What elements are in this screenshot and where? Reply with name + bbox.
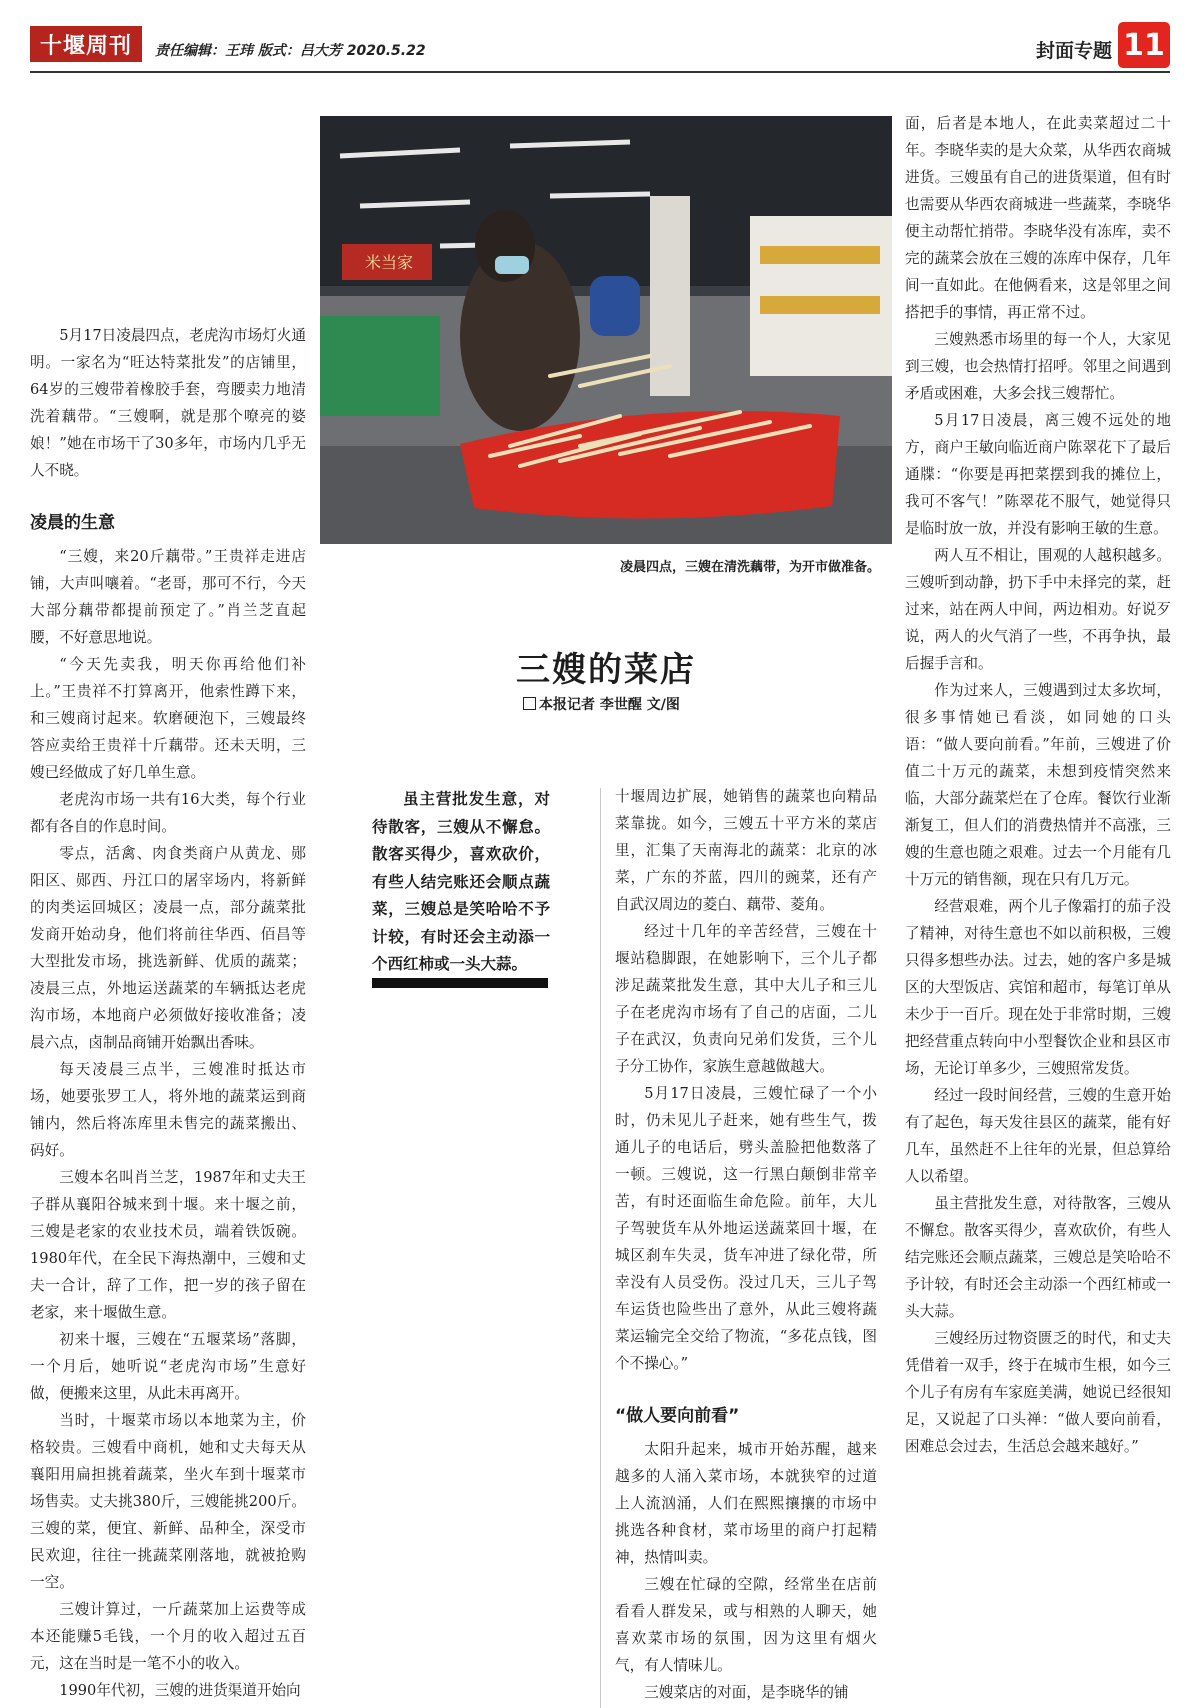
column-2 [615,783,877,1706]
market-scene-illustration [320,116,892,544]
body-paragraph: 经过十几年的辛苦经营，三嫂在十堰站稳脚跟，在她影响下，三个儿子都涉足蔬菜批发生意，其中大儿子和三儿子在老虎沟市场有了自己的店面，二儿子在武汉，负责向兄弟们发货，三个儿子分工协作，家族生意越做越大。 [615,923,877,1075]
body-paragraph: 5月17日凌晨，离三嫂不远处的地方，商户王敏向临近商户陈翠花下了最后通牒：“你要是再把菜摆到我的摊位上，我可不客气！”陈翠花不服气，她觉得只是临时放一放，并没有影响王敏的生意。 [905,412,1171,537]
body-paragraph: 5月17日凌晨，三嫂忙碌了一个小时，仍未见儿子赶来，她有些生气，拨通儿子的电话后，劈头盖脸把他数落了一顿。三嫂说，这一行黑白颠倒非常辛苦，有时还面临生命危险。前年，大儿子驾驶货车从外地运送蔬菜回十堰，在城区刹车失灵，货车冲进了绿化带，所幸没有人员受伤。没过几天，三儿子驾车运货也险些出了意外，从此三嫂将蔬菜运输完全交给了物流，“多花点钱，图个不操心。” [615,1085,877,1372]
article-byline [523,694,680,714]
body-paragraph: 面，后者是本地人，在此卖菜超过二十年。李晓华卖的是大众菜，从华西农商城进货。三嫂虽有自己的进货渠道，但有时也需要从华西农商城进一些蔬菜，李晓华便主动帮忙捎带。李晓华没有冻库，卖不完的蔬菜会放在三嫂的冻库中保存，几年间一直如此。在他俩看来，这是邻里之间搭把手的事情，再正常不过。 [905,115,1171,321]
intro-paragraph: 5月17日凌晨四点，老虎沟市场灯火通明。一家名为“旺达特菜批发”的店铺里，64岁的三嫂带着橡胶手套，弯腰卖力地清洗着藕带。“三嫂啊，就是那个嘹亮的婆娘！”她在市场干了30多年，市场内几乎无人不晓。 [30,327,306,479]
body-paragraph: “三嫂，来20斤藕带。”王贵祥走进店铺，大声叫嚷着。“老哥，那可不行，今天大部分藕带都提前预定了。”肖兰芝直起腰，不好意思地说。 [30,548,306,646]
body-paragraph: “今天先卖我，明天你再给他们补上。”王贵祥不打算离开，他索性蹲下来，和三嫂商讨起来。软磨硬泡下，三嫂最终答应卖给王贵祥十斤藕带。还未天明，三嫂已经做成了好几单生意。 [30,656,306,781]
body-paragraph: 三嫂本名叫肖兰芝，1987年和丈夫王子群从襄阳谷城来到十堰。来十堰之前，三嫂是老家的农业技术员，端着铁饭碗。1980年代，在全民下海热潮中，三嫂和丈夫一合计，辞了工作，把一岁的孩子留在老家，来十堰做生意。 [30,1169,306,1321]
body-paragraph: 经过一段时间经营，三嫂的生意开始有了起色，每天发往县区的蔬菜，能有好几车，虽然赶不上往年的光景，但总算给人以希望。 [905,1087,1171,1185]
body-paragraph: 太阳升起来，城市开始苏醒，越来越多的人涌入菜市场，本就狭窄的过道上人流汹涌，人们在熙熙攘攘的市场中挑选各种食材，菜市场里的商户打起精神，热情叫卖。 [615,1441,877,1566]
column-3 [905,110,1171,1460]
body-paragraph: 零点，活禽、肉食类商户从黄龙、郧阳区、郧西、丹江口的屠宰场内，将新鲜的肉类运回城区；凌晨一点，部分蔬菜批发商开始动身，他们将前往华西、佰昌等大型批发市场，挑选新鲜、优质的蔬菜；凌晨三点，外地运送蔬菜的车辆抵达老虎沟市场，本地商户必须做好接收准备；凌晨六点，卤制品商铺开始飘出香味。 [30,845,306,1051]
body-paragraph: 三嫂菜店的对面，是李晓华的铺 [644,1684,849,1701]
article-headline: 三嫂的菜店 [516,650,696,690]
body-paragraph: 1990年代初，三嫂的进货渠道开始向 [59,1682,301,1699]
editor-info: 责任编辑：王玮 版式：吕大芳 2020.5.22 [155,43,426,59]
pull-quote: 虽主营批发生意，对待散客，三嫂从不懈怠。散客买得少，喜欢砍价，有些人结完账还会顺点蔬菜，三嫂总是笑哈哈不予计较，有时还会主动添一个西红柿或一头大蒜。 [372,789,550,973]
body-paragraph: 三嫂经历过物资匮乏的时代，和丈夫凭借着一双手，终于在城市生根，如今三个儿子有房有车家庭美满，她说已经很知足，又说起了口头禅：“做人要向前看，困难总会过去，生活总会越来越好。” [905,1330,1171,1455]
body-paragraph: 三嫂在忙碌的空隙，经常坐在店前看看人群发呆，或与相熟的人聊天，她喜欢菜市场的氛围，因为这里有烟火气，有人情味儿。 [615,1576,877,1674]
newspaper-logo: 十堰周刊 [30,26,142,62]
column-1 [30,322,306,1704]
body-paragraph: 十堰周边扩展，她销售的蔬菜也向精品菜靠拢。如今，三嫂五十平方米的菜店里，汇集了天南海北的蔬菜：北京的冰菜，广东的芥蓝，四川的豌菜，还有产自武汉周边的菱白、藕带、菱角。 [615,788,877,913]
column-divider [600,788,601,1708]
section-title: 封面专题 [1035,40,1112,62]
body-paragraph: 每天凌晨三点半，三嫂准时抵达市场，她要张罗工人，将外地的蔬菜运到商铺内，然后将冻库里未售完的蔬菜搬出、码好。 [30,1061,306,1159]
section-heading: 凌晨的生意 [30,513,115,533]
body-paragraph: 两人互不相让，围观的人越积越多。三嫂听到动静，扔下手中未择完的菜，赶过来，站在两人中间，两边相劝。好说歹说，两人的火气消了一些，不再争执，最后握手言和。 [905,547,1171,672]
body-paragraph: 三嫂熟悉市场里的每一个人，大家见到三嫂，也会热情打招呼。邻里之间遇到矛盾或困难，大多会找三嫂帮忙。 [905,331,1171,402]
pull-quote-bar [372,978,548,988]
header-rule [30,71,1170,73]
body-paragraph: 三嫂计算过，一斤蔬菜加上运费等成本还能赚5毛钱，一个月的收入超过五百元，这在当时是一笔不小的收入。 [30,1601,306,1672]
body-paragraph: 经营艰难，两个儿子像霜打的茄子没了精神，对待生意也不如以前积极，三嫂只得多想些办法。过去，她的客户多是城区的大型饭店、宾馆和超市，每笔订单从未少于一百斤。现在处于非常时期，三嫂把经营重点转向中小型餐饮企业和县区市场，无论订单多少，三嫂照常发货。 [905,898,1171,1077]
body-paragraph: 作为过来人，三嫂遇到过太多坎坷，很多事情她已看淡，如同她的口头语：“做人要向前看。”年前，三嫂进了价值二十万元的蔬菜，未想到疫情突然来临，大部分蔬菜烂在了仓库。餐饮行业渐渐复工，但人们的消费热情并不高涨，三嫂的生意也随之艰难。过去一个月能有几十万元的销售额，现在只有几万元。 [905,682,1171,888]
body-paragraph: 老虎沟市场一共有16大类，每个行业都有各自的作息时间。 [30,791,306,835]
section-heading: “做人要向前看” [615,1406,740,1426]
byline-box-icon [523,697,536,710]
body-paragraph: 虽主营批发生意，对待散客，三嫂从不懈怠。散客买得少，喜欢砍价，有些人结完账还会顺点蔬菜，三嫂总是笑哈哈不予计较，有时还会主动添一个西红柿或一头大蒜。 [905,1195,1171,1320]
page-number: 11 [1118,22,1170,68]
page-header [30,18,1170,70]
article-photo [320,116,892,544]
body-paragraph: 初来十堰，三嫂在“五堰菜场”落脚，一个月后，她听说“老虎沟市场”生意好做，便搬来这里，从此未再离开。 [30,1331,306,1402]
body-paragraph: 当时，十堰菜市场以本地菜为主，价格较贵。三嫂看中商机，她和丈夫每天从襄阳用扁担挑着蔬菜，坐火车到十堰菜市场售卖。丈夫挑380斤，三嫂能挑200斤。三嫂的菜，便宜、新鲜、品种全，深受市民欢迎，往往一挑蔬菜刚落地，就被抢购一空。 [30,1412,306,1591]
byline-text: 本报记者 李世醒 文/图 [539,697,680,713]
photo-caption: 凌晨四点，三嫂在清洗藕带，为开市做准备。 [619,560,880,575]
shop-sign-text: 米当家 [365,253,414,272]
